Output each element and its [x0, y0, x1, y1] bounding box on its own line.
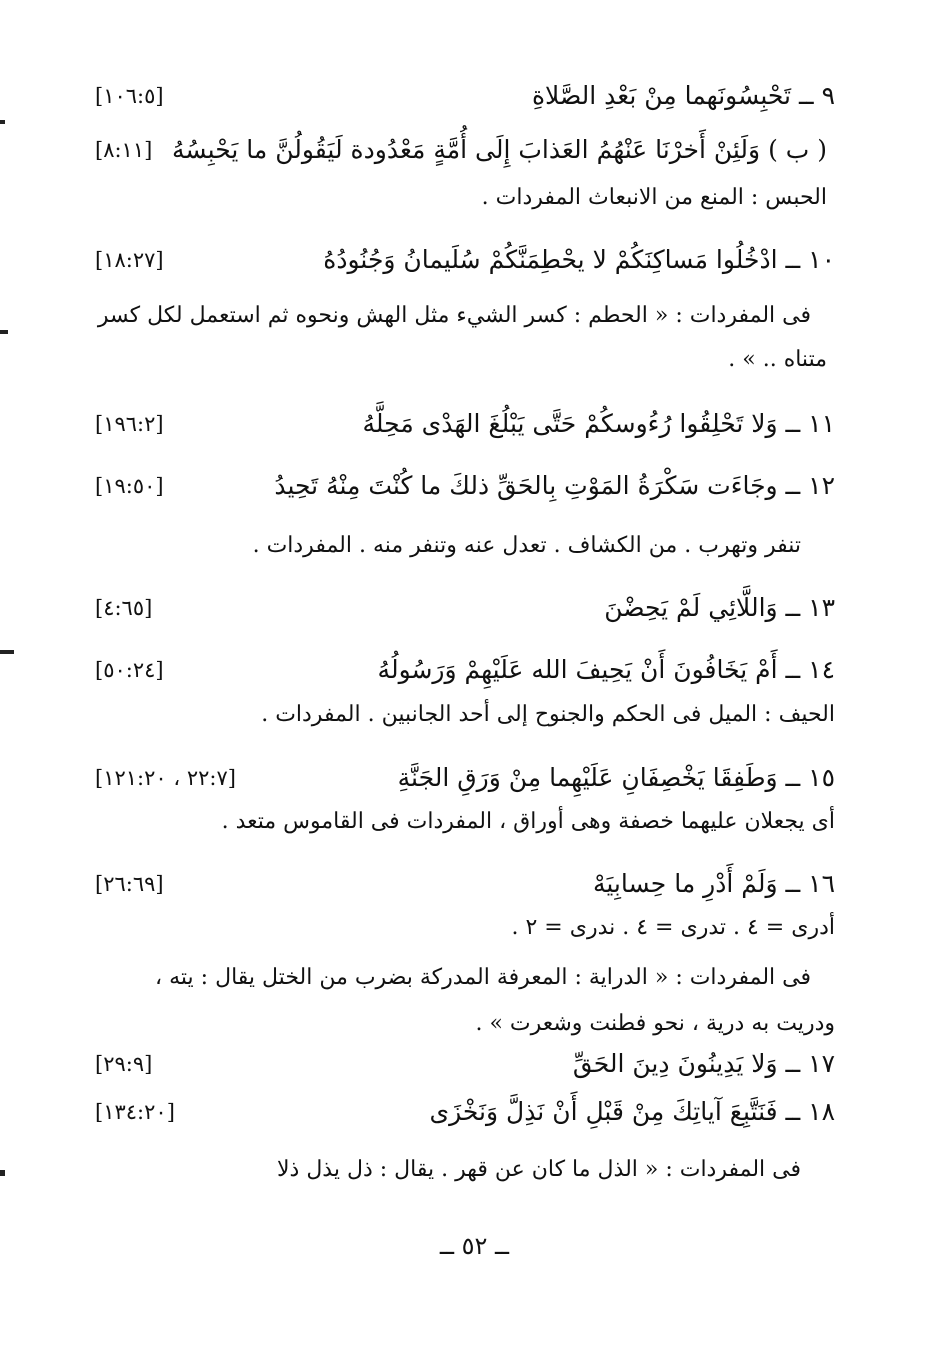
verse-text: ١٣ ــ وَاللَّائِي لَمْ يَحِضْنَ [604, 593, 835, 622]
commentary-line: متناه .. » . [728, 347, 827, 372]
verse-text: ١٠ ــ ادْخُلُوا مَساكِنَكُمْ لا يحْطِمَنَّكُمْ سُلَيمانُ وَجُنُودُهُ [323, 245, 835, 274]
verse-text: ١٢ ــ وجَاءَت سَكْرَةُ المَوْتِ بِالحَقِّ ذلكَ ما كُنْتَ مِنْهُ تَحِيدُ [274, 471, 835, 500]
verse-text: ١٧ ــ وَلا يَدِينُونَ دِينَ الحَقِّ [572, 1049, 835, 1078]
verse-text: ١٤ ــ أَمْ يَخَافُونَ أَنْ يَحِيفَ الله عَلَيْهِمْ وَرَسُولُهُ [377, 655, 835, 684]
verse-reference: [١٠٦:٥] [95, 84, 164, 108]
verse-text: ٩ ــ تَحْبِسُونَهما مِنْ بَعْدِ الصَّلاةِ [531, 81, 835, 110]
verse-entry [95, 864, 835, 904]
verse-reference: [١٩٦:٢] [95, 412, 164, 436]
verse-reference: [٥٠:٢٤] [95, 658, 164, 682]
verse-reference: [١٩:٥٠] [95, 474, 164, 498]
commentary-line: ودريت به درية ، نحو فطنت وشعرت » . [475, 1011, 835, 1036]
commentary-line: أدرى = ٤ . تدرى = ٤ . ندرى = ٢ . [511, 915, 835, 940]
commentary-line: فى المفردات : « الحطم : كسر الشيء مثل الهش ونحوه ثم استعمل لكل كسر [97, 303, 811, 328]
verse-entry [95, 240, 835, 280]
verse-text: ١٥ ــ وَطَفِقَا يَخْصِفَانِ عَلَيْهِما مِنْ وَرَقِ الجَنَّةِ [397, 763, 835, 792]
verse-entry [95, 404, 835, 444]
margin-scan-mark [0, 650, 14, 654]
margin-scan-mark [0, 1170, 5, 1176]
verse-reference: [١٣٤:٢٠] [95, 1100, 175, 1124]
verse-entry [95, 588, 835, 628]
verse-reference: [٨:١١] [95, 138, 153, 162]
margin-scan-mark [0, 120, 5, 124]
verse-reference: [٤:٦٥] [95, 596, 153, 620]
verse-reference: [٢٩:٩] [95, 1052, 153, 1076]
verse-entry [95, 76, 835, 116]
commentary-line: فى المفردات : « الذل ما كان عن قهر . يقال : ذل يذل ذلا [276, 1157, 801, 1182]
verse-reference: [١٨:٢٧] [95, 248, 164, 272]
verse-entry [95, 466, 835, 506]
verse-text: ١١ ــ وَلا تَحْلِقُوا رُءُوسكُمْ حَتَّى يَبْلُغَ الهَدْى مَحِلَّهُ [362, 409, 835, 438]
commentary-line: أى يجعلان عليهما خصفة وهى أوراق ، المفردات فى القاموس متعد . [221, 809, 835, 834]
page-number: ــ ٥٢ ــ [439, 1232, 510, 1260]
verse-entry [95, 130, 835, 170]
verse-reference: [٢٢:٧ ، ١٢١:٢٠] [95, 766, 236, 790]
commentary-line: الحيف : الميل فى الحكم والجنوح إلى أحد الجانبين . المفردات . [261, 702, 835, 727]
margin-scan-mark [0, 330, 8, 334]
verse-entry [95, 1092, 835, 1132]
verse-entry [95, 650, 835, 690]
verse-reference: [٢٦:٦٩] [95, 872, 164, 896]
commentary-line: الحبس : المنع من الانبعاث المفردات . [481, 185, 827, 210]
verse-text: ١٦ ــ وَلَمْ أَدْرِ ما حِسابِيَهْ [592, 869, 835, 898]
verse-text: ١٨ ــ فَنَتَّبِعَ آياتِكَ مِنْ قَبْلِ أَنْ نَذِلَّ وَنَخْزَى [429, 1097, 835, 1126]
verse-text: ( ب ) وَلَئِنْ أَخرْنَا عَنْهُمُ العَذابَ إِلَى أُمَّةٍ مَعْدُودة لَيَقُولُنَّ ما يَحْبِسُهُ [171, 135, 827, 164]
commentary-line: فى المفردات : « الدراية : المعرفة المدركة بضرب من الختل يقال : يته ، [155, 965, 811, 990]
commentary-line: تنفر وتهرب . من الكشاف . تعدل عنه وتنفر منه . المفردات . [252, 533, 801, 558]
verse-entry [95, 758, 835, 798]
verse-entry [95, 1044, 835, 1084]
